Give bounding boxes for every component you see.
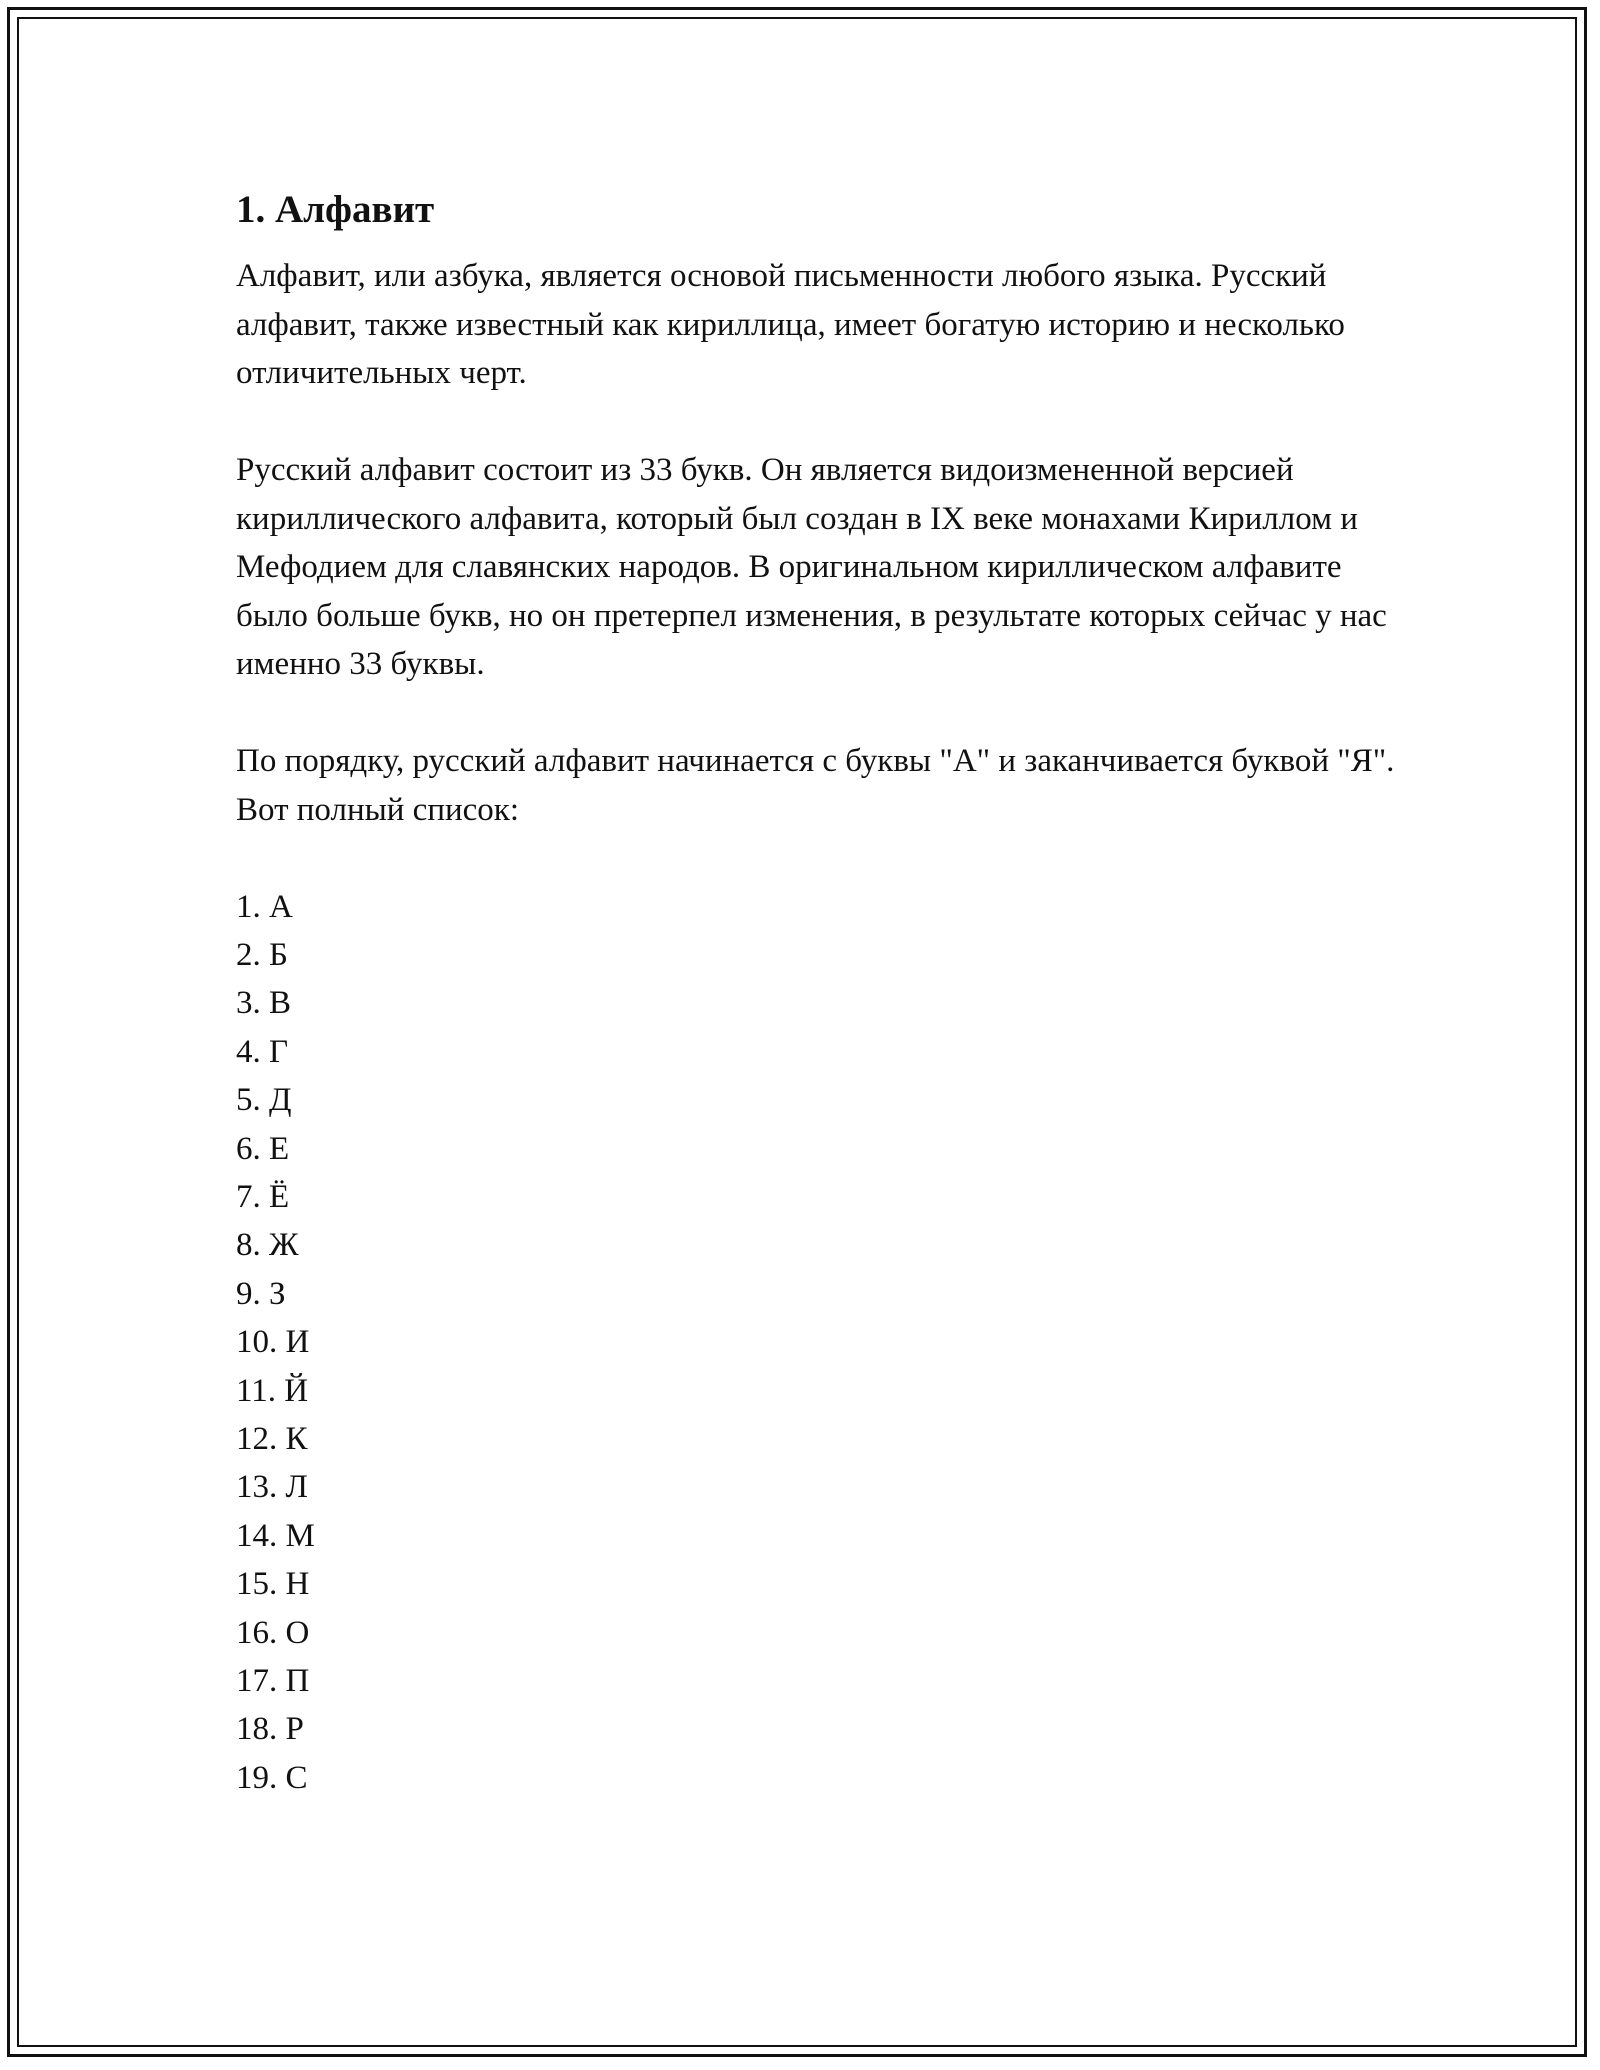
paragraph-order: По порядку, русский алфавит начинается с буквы "А" и заканчивается буквой "Я". Вот полный список: [236,743,1395,828]
alphabet-list [236,883,1396,1803]
paragraph-intro: Алфавит, или азбука, является основой письменности любого языка. Русский алфавит, также известный как кириллица, имеет богатую историю и несколько отличительных черт. [236,258,1345,391]
list-item: 7. Ё [236,1178,290,1215]
list-item: 15. Н [236,1566,310,1603]
list-item: 9. З [236,1275,286,1312]
list-item: 2. Б [236,936,288,973]
list-item: 10. И [236,1324,310,1361]
list-item: 3. В [236,985,292,1022]
list-item: 11. Й [236,1372,309,1409]
paragraph-history: Русский алфавит состоит из 33 букв. Он является видоизмененной версией кириллического алфавита, который был создан в IX веке монахами Кириллом и Мефодием для славянских народов. В оригинальном кириллическом алфавите было больше букв, но он претерпел изменения, в результате которых сейчас у нас именно 33 буквы. [236,452,1387,682]
list-item: 19. С [236,1759,308,1796]
list-item: 6. Е [236,1130,290,1167]
list-item: 14. М [236,1517,315,1554]
list-item: 16. О [236,1614,310,1651]
document-body [236,186,1396,1802]
list-item: 17. П [236,1663,310,1699]
list-item: 13. Л [236,1469,308,1506]
section-heading: 1. Алфавит [236,188,435,231]
list-item: 4. Г [236,1033,289,1070]
list-item: 8. Ж [236,1227,299,1264]
list-item: 1. А [236,888,293,925]
list-item: 12. К [236,1420,308,1457]
list-item: 5. Д [236,1082,292,1119]
list-item: 18. Р [236,1711,304,1748]
